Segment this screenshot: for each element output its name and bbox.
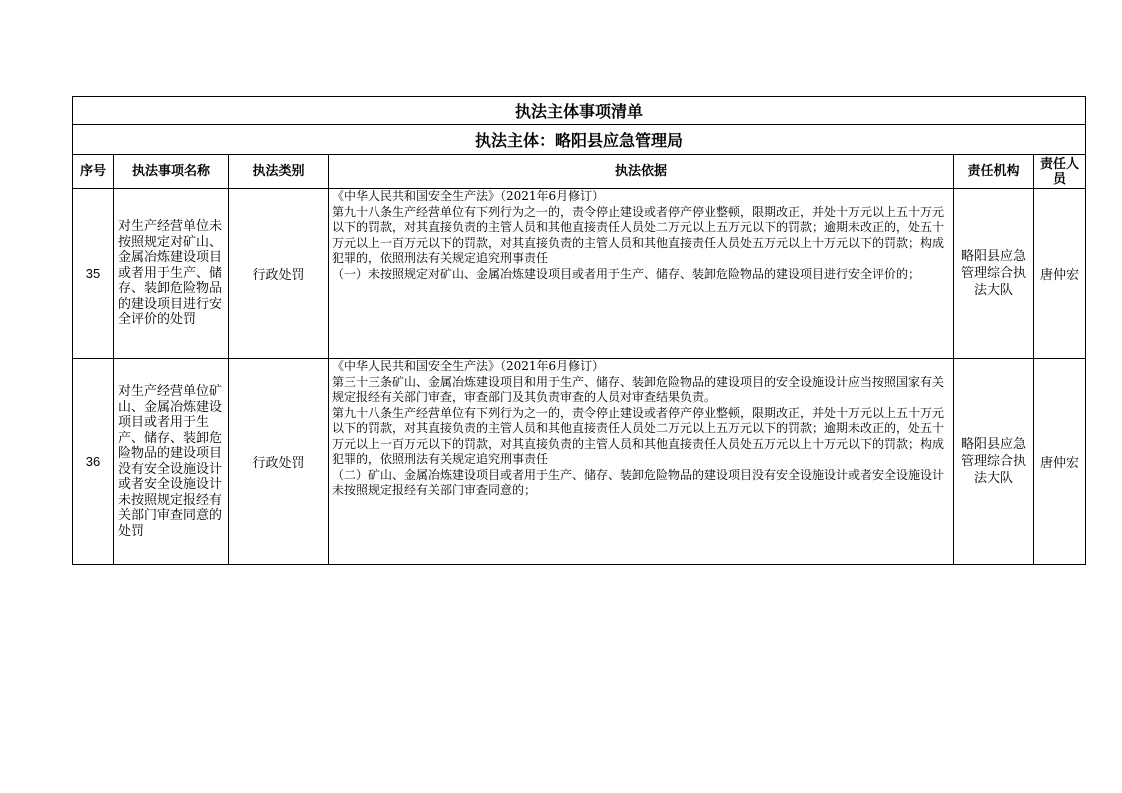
row-org: 略阳县应急管理综合执法大队	[954, 189, 1034, 359]
table-row	[73, 189, 1086, 359]
table-title: 执法主体事项清单	[73, 97, 1086, 125]
row-item-name	[114, 359, 229, 565]
basis-line: （一）未按照规定对矿山、金属冶炼建设项目或者用于生产、储存、装卸危险物品的建设项目进行安全评价的；	[332, 266, 921, 281]
table-row	[73, 359, 1086, 565]
row-seq: 35	[73, 189, 114, 359]
row-basis	[329, 359, 954, 565]
header-basis: 执法依据	[329, 155, 954, 189]
row-item-name-text: 对生产经营单位矿山、金属冶炼建设项目或者用于生产、储存、装卸危险物品的建设项目没有安全设施设计或者安全设施设计未按照规定报经有关部门审查同意的处罚	[118, 384, 223, 539]
title-row	[73, 97, 1086, 125]
header-org: 责任机构	[954, 155, 1034, 189]
header-seq: 序号	[73, 155, 114, 189]
basis-line: 第九十八条生产经营单位有下列行为之一的，责令停止建设或者停产停业整顿，限期改正，并处十万元以上五十万元以下的罚款，对其直接负责的主管人员和其他直接责任人员处二万元以上五万元以下的罚款；逾期未改正的，处五十万元以上一百万元以下的罚款，对其直接负责的主管人员和其他直接责任人员处五万元以上十万元以下的罚款；构成犯罪的，依照刑法有关规定追究刑事责任	[332, 204, 945, 265]
row-item-name	[114, 189, 229, 359]
row-person: 唐仲宏	[1034, 359, 1086, 565]
basis-line: 《中华人民共和国安全生产法》（2021年6月修订）	[332, 359, 605, 373]
header-person: 责任人员	[1034, 155, 1086, 189]
basis-line: （二）矿山、金属冶炼建设项目或者用于生产、储存、装卸危险物品的建设项目没有安全设施设计或者安全设施设计未按照规定报经有关部门审查同意的；	[332, 467, 945, 497]
header-item-name: 执法事项名称	[114, 155, 229, 189]
row-category: 行政处罚	[229, 359, 329, 565]
basis-line: 第三十三条矿山、金属冶炼建设项目和用于生产、储存、装卸危险物品的建设项目的安全设施设计应当按照国家有关规定报经有关部门审查，审查部门及其负责审查的人员对审查结果负责。	[332, 374, 945, 404]
basis-line: 《中华人民共和国安全生产法》（2021年6月修订）	[332, 189, 605, 203]
row-person: 唐仲宏	[1034, 189, 1086, 359]
table-subtitle: 执法主体：略阳县应急管理局	[73, 125, 1086, 155]
row-item-name-text: 对生产经营单位未按照规定对矿山、金属冶炼建设项目或者用于生产、储存、装卸危险物品的建设项目进行安全评价的处罚	[118, 219, 223, 328]
header-row	[73, 155, 1086, 189]
row-category: 行政处罚	[229, 189, 329, 359]
header-category: 执法类别	[229, 155, 329, 189]
row-seq: 36	[73, 359, 114, 565]
row-basis	[329, 189, 954, 359]
enforcement-items-table	[72, 96, 1086, 565]
subtitle-row	[73, 125, 1086, 155]
basis-line: 第九十八条生产经营单位有下列行为之一的，责令停止建设或者停产停业整顿，限期改正，并处十万元以上五十万元以下的罚款，对其直接负责的主管人员和其他直接责任人员处二万元以上五万元以下的罚款；逾期未改正的，处五十万元以上一百万元以下的罚款，对其直接负责的主管人员和其他直接责任人员处五万元以上十万元以下的罚款；构成犯罪的，依照刑法有关规定追究刑事责任	[332, 405, 945, 466]
row-org: 略阳县应急管理综合执法大队	[954, 359, 1034, 565]
